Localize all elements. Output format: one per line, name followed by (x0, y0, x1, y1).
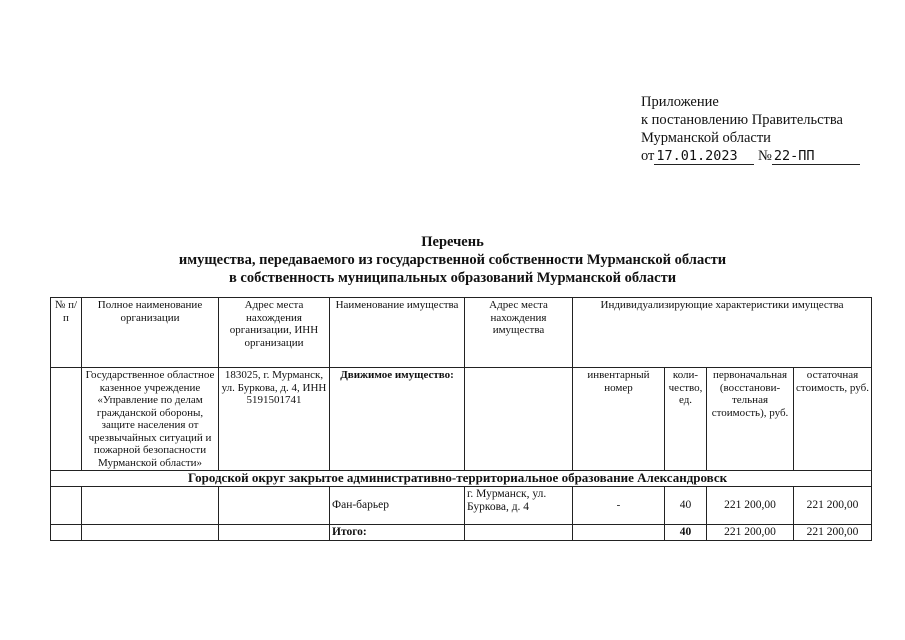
document-title (0, 233, 905, 287)
total-residual-cost: 221 200,00 (794, 525, 872, 541)
total-inventory (573, 525, 665, 541)
appendix-line2: к постановлению Правительства (641, 112, 843, 128)
header-property-name: Наименование имущества (330, 298, 465, 368)
subheader-residual-cost: остаточная стоимость, руб. (794, 368, 872, 471)
header-property-address: Адрес места нахождения имущества (465, 298, 573, 368)
item-row (51, 487, 872, 525)
number-prefix: № (758, 148, 772, 164)
property-table (50, 297, 872, 541)
org-row-empty (465, 368, 573, 471)
item-name: Фан-барьер (330, 487, 465, 525)
item-num (51, 487, 82, 525)
org-address-cell: 183025, г. Мурманск, ул. Буркова, д. 4, ИНН 5191501741 (219, 368, 330, 471)
title-line3: в собственность муниципальных образований Мурманской области (228, 270, 677, 286)
header-characteristics: Индивидуализирующие характеристики имущества (573, 298, 872, 368)
appendix-block (641, 93, 860, 165)
appendix-line1: Приложение (641, 94, 719, 110)
total-org-address (219, 525, 330, 541)
header-org-name: Полное наименование организации (82, 298, 219, 368)
org-name-cell: Государственное областное казенное учреждение «Управление по делам гражданской обороны, защите населения от чрезвычайных ситуаций и пожарной безопасности Мурманской области» (82, 368, 219, 471)
total-quantity: 40 (665, 525, 707, 541)
total-org-name (82, 525, 219, 541)
total-num (51, 525, 82, 541)
section-title: Городской округ закрытое административно-территориальное образование Александровск (51, 471, 872, 487)
section-row (51, 471, 872, 487)
property-type-cell: Движимое имущество: (330, 368, 465, 471)
total-address (465, 525, 573, 541)
subheader-inventory: инвентарный номер (573, 368, 665, 471)
item-org-name (82, 487, 219, 525)
appendix-date-line (641, 147, 860, 165)
total-row (51, 525, 872, 541)
subheader-quantity: коли-чество, ед. (665, 368, 707, 471)
document-number: 22-ПП (772, 148, 860, 165)
item-inventory: - (573, 487, 665, 525)
item-org-address (219, 487, 330, 525)
item-residual-cost: 221 200,00 (794, 487, 872, 525)
org-row-num (51, 368, 82, 471)
appendix-line3: Мурманской области (641, 130, 771, 146)
header-num: № п/п (51, 298, 82, 368)
title-line1: Перечень (421, 234, 484, 250)
title-line2: имущества, передаваемого из государственной собственности Мурманской области (178, 252, 727, 268)
document-date: 17.01.2023 (654, 148, 754, 165)
item-quantity: 40 (665, 487, 707, 525)
org-row (51, 368, 872, 471)
header-org-address: Адрес места нахождения организации, ИНН организации (219, 298, 330, 368)
total-initial-cost: 221 200,00 (707, 525, 794, 541)
date-prefix: от (641, 148, 655, 164)
item-initial-cost: 221 200,00 (707, 487, 794, 525)
item-address: г. Мурманск, ул. Буркова, д. 4 (465, 487, 573, 525)
total-label: Итого: (330, 525, 465, 541)
subheader-initial-cost: первоначальная (восстанови-тельная стоимость), руб. (707, 368, 794, 471)
header-row (51, 298, 872, 368)
